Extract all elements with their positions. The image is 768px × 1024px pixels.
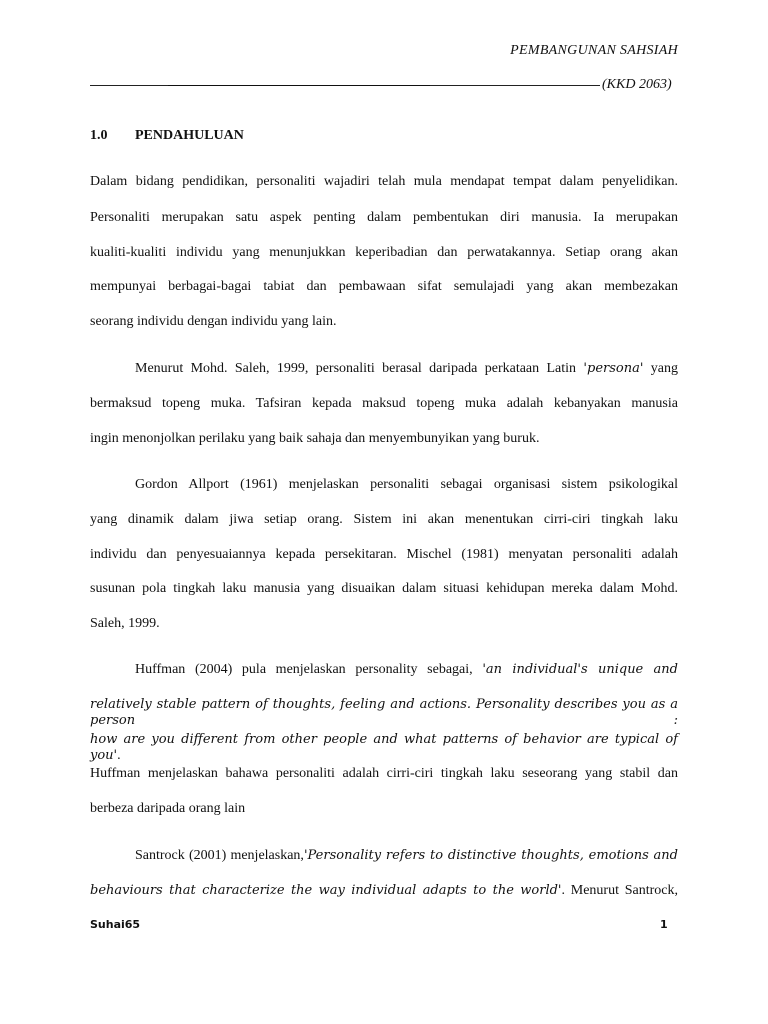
text-span-italic: 'persona' [583, 361, 644, 376]
page-number: 1 [660, 918, 668, 931]
text-span: yang [643, 361, 678, 376]
text-line [90, 697, 678, 728]
text-line: seorang individu dengan individu yang lain. [90, 314, 337, 329]
running-header-title: PEMBANGUNAN SAHSIAH [510, 43, 678, 58]
text-span: Huffman (2004) pula menjelaskan personality sebagai, [135, 662, 483, 677]
text-line: berbeza daripada orang lain [90, 801, 246, 816]
text-span: Menurut Mohd. Saleh, 1999, personaliti berasal daripada perkataan Latin [135, 361, 584, 376]
text-line: susunan pola tingkah laku manusia yang disuaikan dalam situasi kehidupan mereka dalam Mohd. [90, 581, 678, 596]
text-line: Saleh, 1999. [90, 616, 160, 631]
text-line [135, 361, 678, 379]
text-span-italic: behaviours that characterize the way individual adapts to the world' [90, 883, 562, 898]
text-span: . [117, 748, 121, 763]
text-line: individu dan penyesuaiannya kepada persekitaran. Mischel (1981) menyatan personaliti adalah [90, 547, 678, 562]
text-line: Huffman menjelaskan bahawa personaliti adalah cirri-ciri tingkah laku seseorang yang stabil dan [90, 766, 678, 781]
header-rule [90, 85, 168, 86]
text-line [135, 662, 678, 680]
text-line: yang dinamik dalam jiwa setiap orang. Sistem ini akan menentukan cirri-ciri tingkah laku [90, 512, 678, 527]
text-span-italic: 'Personality refers to distinctive thoughts, emotions and [303, 848, 678, 863]
text-line: kualiti-kualiti individu yang menunjukkan keperibadian dan perwatakannya. Setiap orang akan [90, 245, 678, 260]
header-rule [430, 85, 600, 86]
text-line: Personaliti merupakan satu aspek penting dalam pembentukan diri manusia. Ia merupakan [90, 210, 678, 225]
text-span-italic: 'an individual's unique and [482, 662, 678, 677]
text-line: mempunyai berbagai-bagai tabiat dan pembawaan sifat semulajadi yang akan membezakan [90, 279, 678, 294]
text-span: . Menurut Santrock, [561, 883, 678, 898]
text-line: Gordon Allport (1961) menjelaskan personaliti sebagai organisasi sistem psikologikal [135, 477, 678, 492]
text-span-italic: how are you different from other people and what patterns of behavior are typical of you' [90, 732, 678, 763]
text-line: Dalam bidang pendidikan, personaliti wajadiri telah mula mendapat tempat dalam penyelidikan. [90, 174, 678, 189]
text-line: ingin menonjolkan perilaku yang baik sahaja dan menyembunyikan yang buruk. [90, 431, 540, 446]
text-line: bermaksud topeng muka. Tafsiran kepada maksud topeng muka adalah kebanyakan manusia [90, 396, 678, 411]
text-span-italic: relatively stable pattern of thoughts, feeling and actions. Personality describes you as a person : [90, 697, 678, 728]
course-code: (KKD 2063) [602, 77, 672, 92]
text-span: Santrock (2001) menjelaskan, [135, 848, 304, 863]
header-rule [168, 85, 430, 86]
section-heading [90, 128, 244, 144]
section-number: 1.0 [90, 128, 108, 143]
text-line [90, 732, 678, 763]
text-line [90, 883, 678, 901]
text-line [135, 848, 678, 866]
section-title: PENDAHULUAN [135, 128, 244, 143]
footer-author: Suhai65 [90, 918, 141, 931]
